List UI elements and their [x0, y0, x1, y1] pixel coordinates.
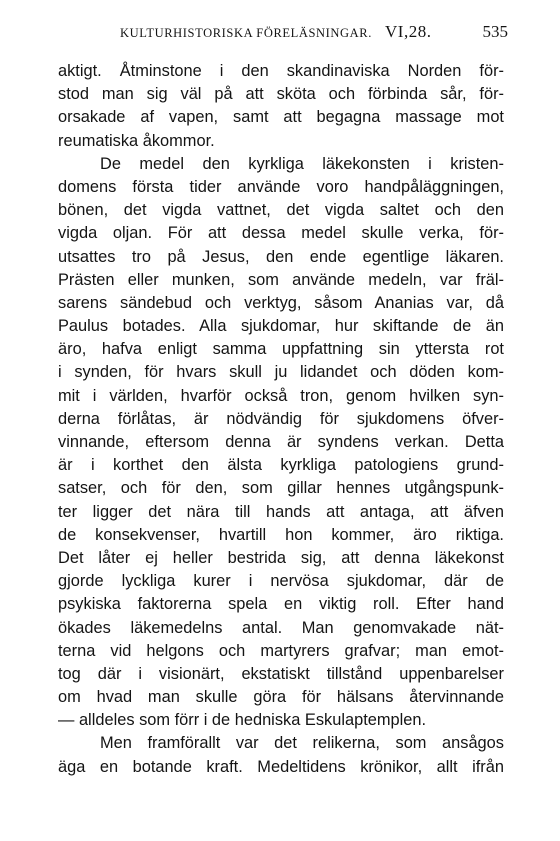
text-line: psykiska faktorerna spela en viktig roll. Efter hand [58, 595, 504, 614]
text-line: ter ligger det nära till hands att antaga, att äfven [58, 502, 504, 521]
text-line: Prästen eller munken, som använde medeln, var fräl- [58, 270, 504, 289]
text-line: tog där i visionärt, ekstatiskt tillstånd uppenbarelser [58, 664, 504, 683]
section-reference: VI,28. [385, 22, 432, 41]
page-number: 535 [482, 22, 508, 41]
text-line: vigda oljan. För att dessa medel skulle verka, för- [58, 224, 504, 243]
paragraph-first-line: Men framförallt var det relikerna, som ansågos [100, 734, 504, 753]
text-line: terna vid helgons och martyrers grafvar; man emot- [58, 641, 504, 660]
text-line: mit i världen, hvarför också tron, genom hvilken syn- [58, 386, 504, 405]
running-head-title: KULTURHISTORISKA FÖRELÄSNINGAR. [120, 26, 372, 40]
text-line: Paulus botades. Alla sjukdomar, hur skiftande de än [58, 317, 504, 336]
text-line: bönen, det vigda vattnet, det vigda saltet och den [58, 201, 504, 220]
text-line: derna förlåtas, är nödvändig för sjukdomens öfver- [58, 409, 504, 428]
text-line: äro, hafva enligt samma uppfattning sin yttersta rot [58, 340, 504, 359]
text-line: reumatiska åkommor. [58, 131, 215, 150]
text-line: i synden, för hvars skull ju lidandet och döden kom- [58, 363, 504, 382]
text-line: domens första tider använde voro handpåläggningen, [58, 177, 504, 196]
text-line: — alldeles som förr i de hedniska Eskulaptemplen. [58, 711, 427, 730]
text-line: ökades läkemedelns antal. Man genomvakade nät- [58, 618, 504, 637]
text-line: de konsekvenser, hvartill hon kommer, äro riktiga. [58, 525, 504, 544]
text-line: stod man sig väl på att sköta och förbinda sår, för- [58, 85, 504, 104]
text-line: om hvad man skulle göra för hälsans återvinnande [58, 688, 504, 707]
running-head [120, 22, 508, 46]
text-line: Det låter ej heller bestrida sig, att denna läkekonst [58, 548, 504, 567]
paragraph-first-line: De medel den kyrkliga läkekonsten i kristen- [100, 154, 504, 173]
text-line: sarens sändebud och verktyg, såsom Ananias var, då [58, 293, 504, 312]
body-text [58, 60, 504, 779]
text-line: orsakade af vapen, samt att begagna massage mot [58, 108, 504, 127]
text-line: äga en botande kraft. Medeltidens krönikor, allt ifrån [58, 757, 504, 776]
text-line: satser, och för den, som gillar hennes utgångspunk- [58, 479, 504, 498]
text-line: vinnande, eftersom denna är syndens verkan. Detta [58, 433, 504, 451]
text-line: aktigt. Åtminstone i den skandinaviska Norden för- [58, 62, 504, 80]
text-line: gjorde lyckliga kurer i nervösa sjukdomar, där de [58, 572, 504, 591]
text-line: är i korthet den älsta kyrkliga patologiens grund- [58, 456, 504, 475]
text-line: utsattes tro på Jesus, den ende egentlige läkaren. [58, 247, 504, 266]
